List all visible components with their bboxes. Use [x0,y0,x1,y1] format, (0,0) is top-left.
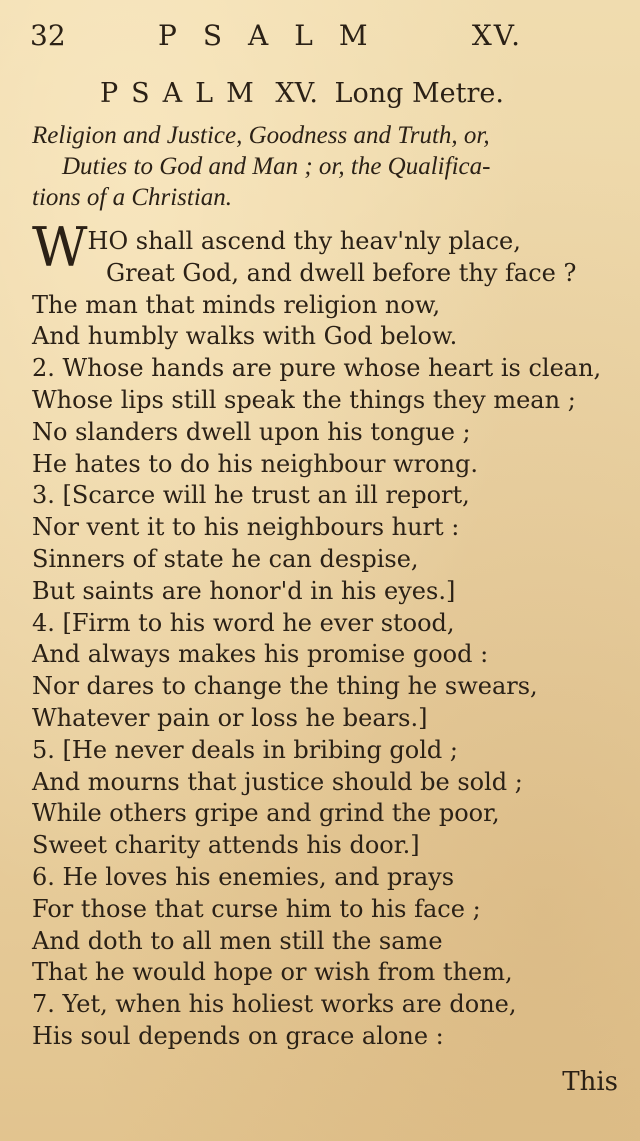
verse-line: His soul depends on grace alone : [32,1021,444,1050]
psalm-subtitle [32,120,612,213]
verse-line: Nor dares to change the thing he swears, [32,672,538,701]
psalm-title: PSALM [100,78,267,109]
verse-line: Sweet charity attends his door.] [32,831,420,860]
verse-line: But saints are honor'd in his eyes.] [32,576,456,605]
running-head [30,20,522,56]
running-title: PSALM [158,19,394,52]
subtitle-line: Duties to God and Man ; or, the Qualifica- [62,153,491,180]
verse-line: He hates to do his neighbour wrong. [32,449,479,478]
verse-line-text: HO shall ascend thy heav'nly place, [87,227,521,255]
verse-line: That he would hope or wish from them, [32,958,513,987]
running-psalm-number: XV. [471,19,522,52]
verse-line: Whose lips still speak the things they mean ; [32,385,576,414]
psalm-metre: Long Metre. [334,78,504,109]
verse-line: 5. [He never deals in bribing gold ; [32,735,458,764]
psalm-heading [100,78,560,110]
catchword: This [562,1067,618,1097]
verse-line: And doth to all men still the same [32,926,443,955]
verse-line: And mourns that justice should be sold ; [32,767,523,796]
subtitle-line: Religion and Justice, Goodness and Truth, or, [32,122,490,149]
verse-line: For those that curse him to his face ; [32,894,481,923]
verse-line: No slanders dwell upon his tongue ; [32,417,471,446]
verse-line: The man that minds religion now, [32,290,441,319]
verse-line: And always makes his promise good : [32,640,489,669]
verse-line: Whatever pain or loss he bears.] [32,703,428,732]
verse-line: 2. Whose hands are pure whose heart is clean, [32,354,602,383]
verse-line: And humbly walks with God below. [32,322,458,351]
psalm-number: XV. [275,78,318,109]
verse-line: 6. He loves his enemies, and prays [32,862,455,891]
subtitle-line: tions of a Christian. [32,184,233,211]
verse-line: Great God, and dwell before thy face ? [106,258,577,287]
page-number: 32 [30,19,66,52]
verse-line: 4. [Firm to his word he ever stood, [32,608,455,637]
verse-line: 7. Yet, when his holiest works are done, [32,990,517,1019]
verse-line: 3. [Scarce will he trust an ill report, [32,481,470,510]
verse-line: Sinners of state he can despise, [32,544,419,573]
verse-line: While others gripe and grind the poor, [32,799,500,828]
verse-line: Nor vent it to his neighbours hurt : [32,513,460,542]
verse-text [32,216,632,1053]
drop-cap: W [32,216,86,279]
